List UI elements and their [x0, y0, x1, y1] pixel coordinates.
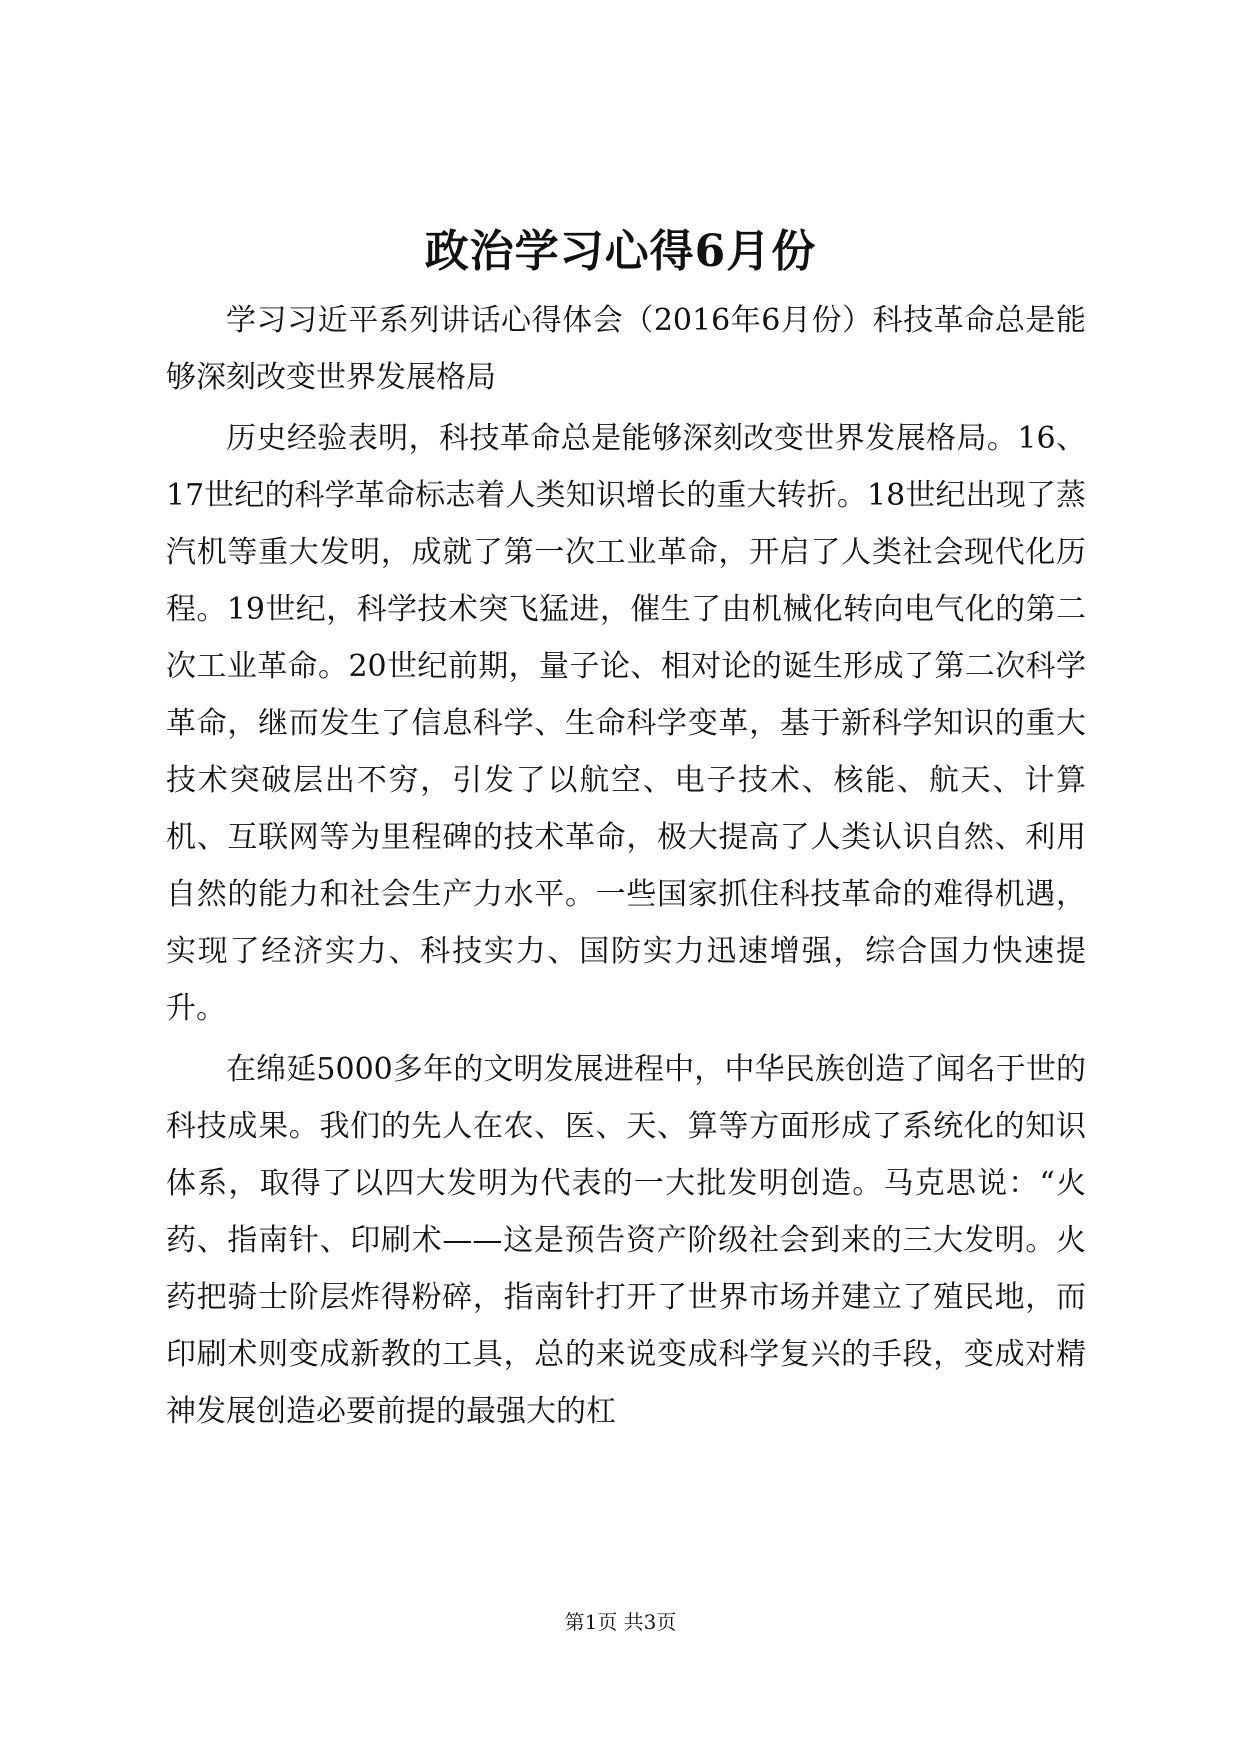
paragraph-intro: 学习习近平系列讲话心得体会（2016年6月份）科技革命总是能够深刻改变世界发展格局	[166, 303, 1086, 395]
paragraph-history: 历史经验表明，科技革命总是能够深刻改变世界发展格局。16、17世纪的科学革命标志着人类知识增长的重大转折。18世纪出现了蒸汽机等重大发明，成就了第一次工业革命，开启了人类社会现代化历程。19世纪，科学技术突飞猛进，催生了由机械化转向电气化的第二次工业革命。20世纪前期，量子论、相对论的诞生形成了第二次科学革命，继而发生了信息科学、生命科学变革，基于新科学知识的重大技术突破层出不穷，引发了以航空、电子技术、核能、航天、计算机、互联网等为里程碑的技术革命，极大提高了人类认识自然、利用自然的能力和社会生产力水平。一些国家抓住科技革命的难得机遇，实现了经济实力、科技实力、国防实力迅速增强，综合国力快速提升。	[166, 421, 1086, 1026]
page-footer: 第1页 共3页	[564, 1610, 677, 1634]
document-body	[166, 292, 1086, 1444]
document-title: 政治学习心得6月份	[424, 226, 817, 277]
paragraph-civilization: 在绵延5000多年的文明发展进程中，中华民族创造了闻名于世的科技成果。我们的先人在农、医、天、算等方面形成了系统化的知识体系，取得了以四大发明为代表的一大批发明创造。马克思说：“火药、指南针、印刷术——这是预告资产阶级社会到来的三大发明。火药把骑士阶层炸得粉碎，指南针打开了世界市场并建立了殖民地，而印刷术则变成新教的工具，总的来说变成科学复兴的手段，变成对精神发展创造必要前提的最强大的杠	[166, 1052, 1086, 1429]
